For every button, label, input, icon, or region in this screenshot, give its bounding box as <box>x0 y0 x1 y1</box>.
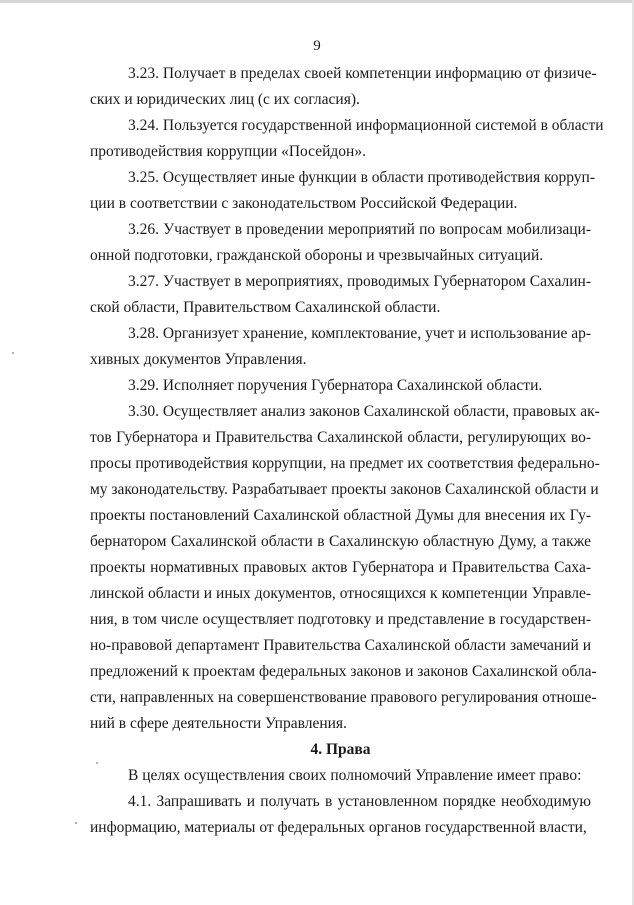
paragraph-p4_1 <box>90 789 591 841</box>
scan-speck <box>75 822 77 824</box>
section-heading: 4. Права <box>310 741 371 758</box>
text-line: но-правовой департамент Правительства Сахалинской области замечаний и <box>90 637 591 654</box>
paragraph-p3_27 <box>90 269 591 321</box>
text-line: 3.29. Исполняет поручения Губернатора Сахалинской области. <box>128 377 543 394</box>
document-body <box>90 61 604 841</box>
paragraph-p3_25 <box>90 165 595 217</box>
paragraph-p4_intro <box>90 763 591 789</box>
text-line: тов Губернатора и Правительства Сахалинской области, регулирующих во- <box>90 429 591 446</box>
scan-speck <box>12 352 14 354</box>
text-line: информацию, материалы от федеральных органов государственной власти, <box>90 819 587 836</box>
text-line: противодействия коррупции «Посейдон». <box>90 143 366 160</box>
text-line: бернатором Сахалинской области в Сахалинскую областную Думу, а также <box>90 533 591 550</box>
paragraph-p3_24 <box>90 113 604 165</box>
text-line: 3.23. Получает в пределах своей компетенции информацию от физиче- <box>128 65 597 82</box>
section-3-paragraphs <box>90 61 604 737</box>
scan-top-edge <box>0 0 634 3</box>
text-line: 3.28. Организует хранение, комплектование, учет и использование ар- <box>128 325 592 342</box>
paragraph-p3_30 <box>90 399 600 737</box>
text-line: 3.30. Осуществляет анализ законов Сахалинской области, правовых ак- <box>128 403 600 420</box>
paragraph-p3_28 <box>90 321 591 373</box>
section-4-paragraphs <box>90 763 591 841</box>
text-line: 3.25. Осуществляет иные функции в области противодействия корруп- <box>128 169 595 186</box>
text-line: предложений к проектам федеральных законов и законов Сахалинской обла- <box>90 663 597 680</box>
text-line: проекты постановлений Сахалинской областной Думы для внесения их Гу- <box>90 507 591 524</box>
page-number: 9 <box>313 38 321 54</box>
text-line: В целях осуществления своих полномочий Управление имеет право: <box>128 767 582 784</box>
paragraph-p3_29 <box>90 373 591 399</box>
text-line: линской области и иных документов, относящихся к компетенции Управле- <box>90 585 591 602</box>
text-line: сти, направленных на совершенствование правового регулирования отноше- <box>90 689 597 706</box>
text-line: ний в сфере деятельности Управления. <box>90 715 347 732</box>
text-line: 3.24. Пользуется государственной информационной системой в области <box>128 117 604 134</box>
paragraph-p3_23 <box>90 61 597 113</box>
text-line: просы противодействия коррупции, на предмет их соответствия федерально- <box>90 455 600 472</box>
text-line: 3.26. Участвует в проведении мероприятий по вопросам мобилизаци- <box>128 221 591 238</box>
text-line: 4.1. Запрашивать и получать в установленном порядке необходимую <box>128 793 591 810</box>
text-line: проекты нормативных правовых актов Губернатора и Правительства Саха- <box>90 559 591 576</box>
text-line: ской области, Правительством Сахалинской области. <box>90 299 441 316</box>
text-line: хивных документов Управления. <box>90 351 307 368</box>
text-line: онной подготовки, гражданской обороны и чрезвычайных ситуаций. <box>90 247 544 264</box>
scan-speck <box>96 762 98 764</box>
text-line: ния, в том числе осуществляет подготовку и представление в государствен- <box>90 611 591 628</box>
text-line: ции в соответствии с законодательством Российской Федерации. <box>90 195 518 212</box>
paragraph-p3_26 <box>90 217 591 269</box>
text-line: му законодательству. Разрабатывает проекты законов Сахалинской области и <box>90 481 599 498</box>
text-line: 3.27. Участвует в мероприятиях, проводимых Губернатором Сахалин- <box>128 273 591 290</box>
text-line: ских и юридических лиц (с их согласия). <box>90 91 360 108</box>
